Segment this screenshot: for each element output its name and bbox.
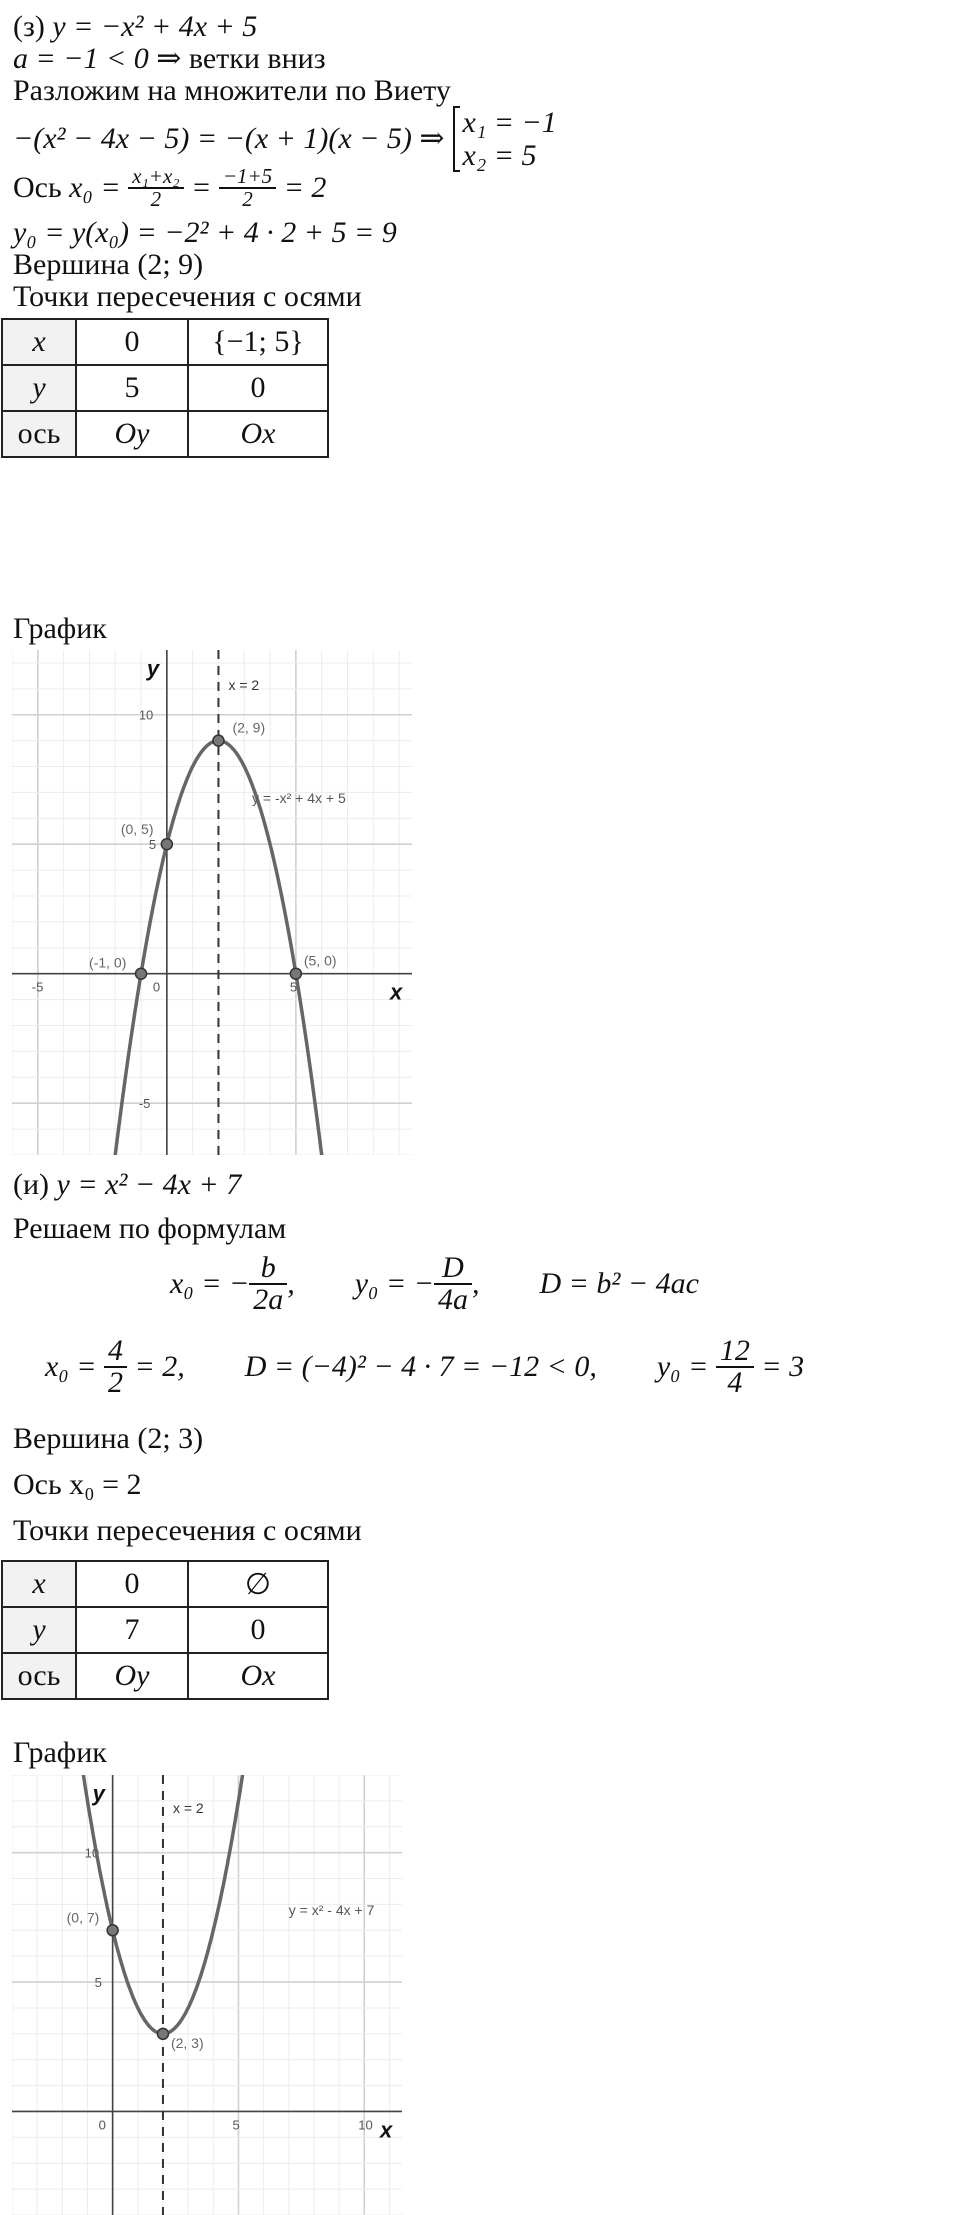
frac-b-2a xyxy=(249,1253,287,1315)
curve-label: y = -x² + 4x + 5 xyxy=(252,789,346,806)
data-point-label: (-1, 0) xyxy=(89,954,127,971)
frac-12-4 xyxy=(716,1336,754,1398)
root-1: x₁ = −1 xyxy=(462,106,557,139)
table-row xyxy=(2,411,328,457)
formulas-line: x₀ = − $\frac{b}{2a}$ , y₀ = − $\frac{D}{4a}$ , D = b² − 4ac xyxy=(170,1251,699,1316)
root-2: x₂ = 5 xyxy=(462,139,537,172)
calc-discriminant: D = (−4)² − 4 · 7 = −12 < 0, xyxy=(244,1350,597,1383)
frac-den: 2 xyxy=(104,1366,127,1398)
axis-of-symmetry-label: x = 2 xyxy=(172,1800,204,1816)
graph-title: График xyxy=(13,1736,107,1769)
factor-expression: −(x² − 4x − 5) = −(x + 1)(x − 5) ⇒ xyxy=(13,122,445,155)
table-cell: ось xyxy=(2,411,76,457)
data-point xyxy=(161,839,172,850)
y0-line: y₀ = y(x₀) = −2² + 4 · 2 + 5 = 9 xyxy=(13,216,397,249)
graph-title: График xyxy=(13,612,107,645)
x-tick-label: 10 xyxy=(358,2117,373,2133)
part-label: (и) xyxy=(13,1168,50,1201)
equation: y = −x² + 4x + 5 xyxy=(52,10,258,43)
table-cell: x xyxy=(2,319,76,365)
part-z-header xyxy=(13,12,257,42)
table-cell: 0 xyxy=(188,1607,328,1653)
y-axis-label: y xyxy=(146,656,160,681)
x-axis-label: x xyxy=(380,2117,393,2143)
data-point-label: (0, 5) xyxy=(120,821,154,838)
part-i-header xyxy=(13,1170,241,1200)
axis-of-symmetry-label: x = 2 xyxy=(228,677,260,693)
data-point xyxy=(107,1925,118,1936)
frac-num: 12 xyxy=(719,1334,750,1367)
intersections-title: Точки пересечения с осями xyxy=(13,280,362,313)
y-tick-label: 10 xyxy=(84,1845,100,1861)
parabola-graph-1 xyxy=(12,650,412,1155)
intersections-table xyxy=(1,1560,329,1700)
table-cell: 7 xyxy=(76,1607,188,1653)
leading-coef-condition: a = −1 < 0 ⇒ xyxy=(13,42,182,75)
factor-title: Разложим на множители по Виету xyxy=(13,74,451,107)
branches-text: ветки вниз xyxy=(188,42,326,75)
table-cell: ось xyxy=(2,1653,76,1699)
table-cell: y xyxy=(2,1607,76,1653)
intersections-title: Точки пересечения с осями xyxy=(13,1514,362,1547)
x-tick-label: 5 xyxy=(232,2117,240,2133)
x-tick-label: -5 xyxy=(31,979,44,995)
calc-y0-result: = 3 xyxy=(761,1350,805,1383)
data-point-label: (2, 9) xyxy=(232,719,266,736)
roots-system xyxy=(453,106,557,172)
data-point xyxy=(157,2028,168,2039)
axis-result: = 2 xyxy=(283,171,327,204)
part-label: (з) xyxy=(13,10,45,43)
solve-title: Решаем по формулам xyxy=(13,1212,287,1245)
frac-den: 4a xyxy=(434,1283,472,1315)
vertex-line: Вершина (2; 9) xyxy=(13,248,204,281)
axis-line: Ось x₀ = 2 xyxy=(13,1468,142,1501)
table-cell: Ox xyxy=(188,411,328,457)
calc-line xyxy=(45,1336,804,1398)
equation: y = x² − 4x + 7 xyxy=(56,1168,242,1201)
data-point xyxy=(136,968,147,979)
table-row xyxy=(2,1607,328,1653)
frac-num: b xyxy=(260,1251,276,1284)
data-point xyxy=(290,968,301,979)
x-tick-label: 5 xyxy=(289,979,298,995)
calc-y0: y₀ = xyxy=(656,1350,709,1383)
factor-line xyxy=(13,106,557,172)
table-cell: 0 xyxy=(188,365,328,411)
table-row xyxy=(2,319,328,365)
axis-line: Ось x₀ = $\frac{\text{x₁+x₂}}{2}$ = $\frac{-1+5}{2}$ = 2 xyxy=(13,164,327,211)
y-tick-label: 10 xyxy=(138,707,154,723)
frac-4-2 xyxy=(104,1336,127,1398)
vertex-line: Вершина (2; 3) xyxy=(13,1422,204,1455)
table-cell: {−1; 5} xyxy=(188,319,328,365)
table-cell: ∅ xyxy=(188,1561,328,1607)
table-cell: 0 xyxy=(76,1561,188,1607)
x-tick-label: 0 xyxy=(98,2117,106,2133)
axis-word: Ось xyxy=(13,171,62,204)
intersections-table xyxy=(1,318,329,458)
y-tick-label: -5 xyxy=(138,1096,151,1112)
y-axis-label: y xyxy=(92,1781,105,1806)
formula-y0: y₀ = − xyxy=(354,1267,434,1300)
formula-x0: x₀ = − xyxy=(170,1267,250,1300)
table-cell: x xyxy=(2,1561,76,1607)
table-cell: 5 xyxy=(76,365,188,411)
frac-roots xyxy=(128,166,183,210)
frac-num: −1+5 xyxy=(222,164,273,188)
table-cell: Oy xyxy=(76,411,188,457)
axis-lhs: x₀ = xyxy=(69,171,121,204)
table-row xyxy=(2,1653,328,1699)
table-row xyxy=(2,1561,328,1607)
frac-num: x₁+x₂ xyxy=(132,164,180,188)
parabola-graph-2 xyxy=(12,1775,402,2215)
table-cell: Ox xyxy=(188,1653,328,1699)
formula-d: D = b² − 4ac xyxy=(539,1267,699,1300)
curve-label: y = x² - 4x + 7 xyxy=(288,1901,375,1918)
frac-num: D xyxy=(442,1251,464,1284)
calc-x0-result: = 2, xyxy=(134,1350,185,1383)
data-point-label: (5, 0) xyxy=(303,952,337,969)
frac-den: 2 xyxy=(128,187,183,210)
y-tick-label: 5 xyxy=(148,837,157,853)
data-point-label: (0, 7) xyxy=(66,1909,100,1926)
frac-d-4a xyxy=(434,1253,472,1315)
data-point xyxy=(213,735,224,746)
frac-den: 2a xyxy=(249,1283,287,1315)
x-tick-label: 0 xyxy=(152,979,161,995)
table-cell: 0 xyxy=(76,319,188,365)
frac-den: 2 xyxy=(219,187,276,210)
x-axis-label: x xyxy=(390,979,403,1005)
frac-den: 4 xyxy=(716,1366,754,1398)
branches-line xyxy=(13,44,326,74)
data-point-label: (2, 3) xyxy=(170,2034,204,2051)
table-cell: Oy xyxy=(76,1653,188,1699)
frac-num: 4 xyxy=(108,1334,123,1367)
y-tick-label: 5 xyxy=(94,1975,102,1991)
table-row xyxy=(2,365,328,411)
calc-x0: x₀ = xyxy=(45,1350,97,1383)
frac-values xyxy=(219,166,276,210)
table-cell: y xyxy=(2,365,76,411)
